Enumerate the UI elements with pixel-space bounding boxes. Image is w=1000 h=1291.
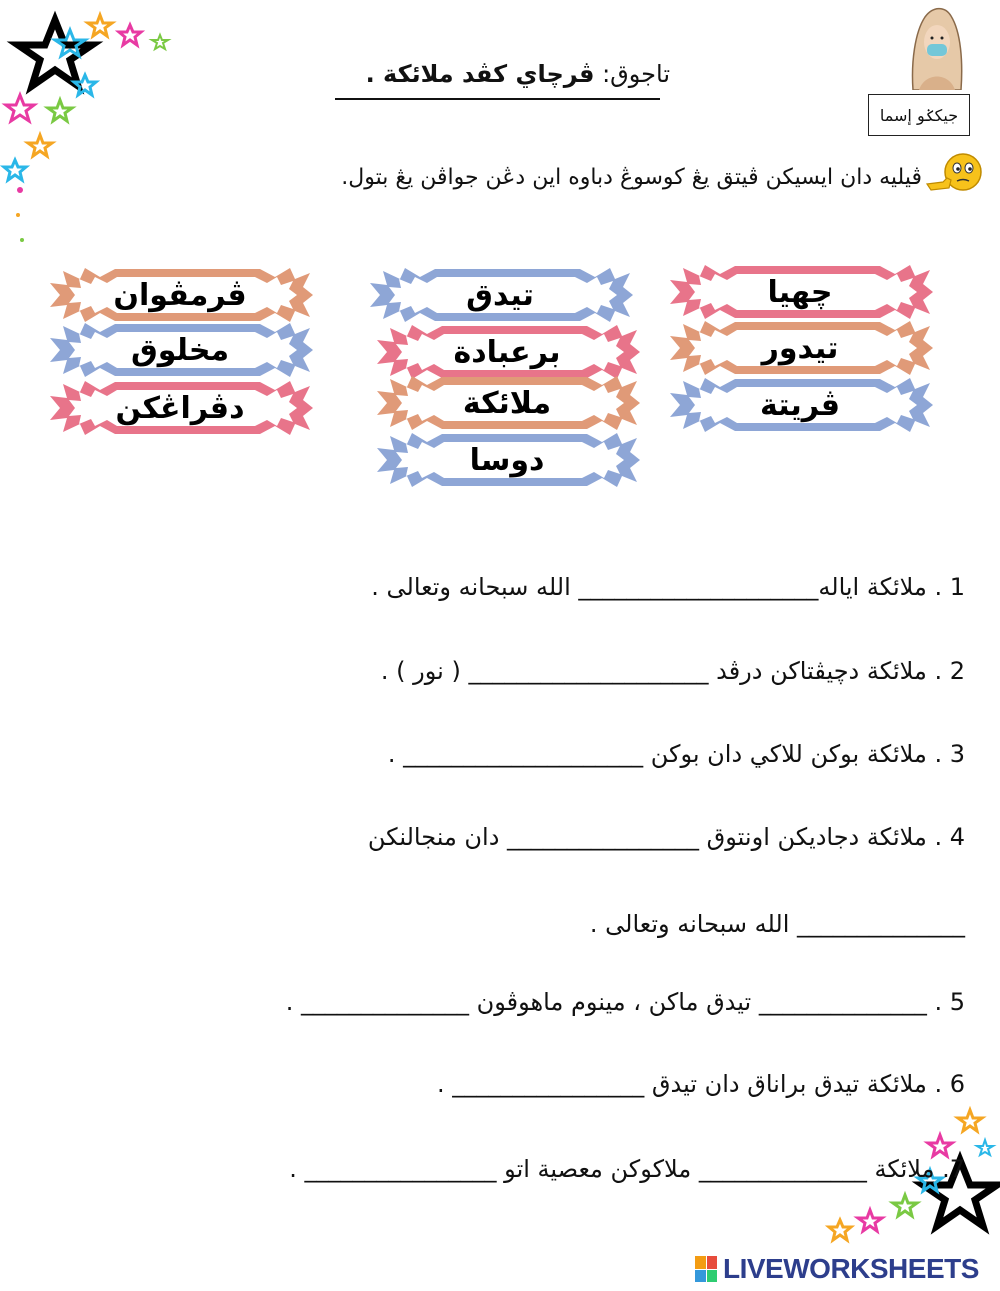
word-card bbox=[665, 318, 935, 378]
word-bank-word: دڤراڠكن bbox=[115, 390, 245, 426]
question-6: 6 . ملائكة تيدق براناق دان تيدق ________________ . bbox=[436, 1070, 965, 1098]
liveworksheets-logo-icon bbox=[695, 1256, 717, 1282]
word-card bbox=[372, 430, 642, 490]
word-bank-word: مخلوق bbox=[130, 332, 230, 368]
word-bank-word: دوسا bbox=[469, 442, 545, 478]
word-bank-word: برعبادة bbox=[453, 334, 561, 370]
brand-logo bbox=[695, 1254, 995, 1284]
title-prefix: تاجوق: bbox=[602, 60, 670, 88]
teacher-avatar-icon bbox=[905, 2, 967, 90]
word-card bbox=[372, 373, 642, 433]
question-5: 5 . ______________ تيدق ماكن ، مينوم ماهوڤون ______________ . bbox=[285, 988, 965, 1016]
teacher-label: جيكݢو إسما bbox=[868, 94, 970, 136]
word-bank-word: ملائكة bbox=[462, 385, 552, 421]
question-4-continued: ______________ الله سبحانه وتعالى . bbox=[589, 910, 965, 938]
page-title bbox=[330, 60, 670, 88]
thinking-emoji-icon bbox=[925, 150, 985, 200]
word-card bbox=[45, 265, 315, 325]
question-1: 1 . ملائكة اياله____________________ الله سبحانه وتعالى . bbox=[371, 573, 965, 601]
title-underline bbox=[335, 98, 660, 100]
word-card bbox=[665, 375, 935, 435]
word-bank-word: ڤرمڤوان bbox=[113, 277, 247, 313]
word-card bbox=[45, 320, 315, 380]
title-main: ڤرچاي كڤد ملائكة . bbox=[365, 60, 595, 88]
question-2: 2 . ملائكة دچيڤتاكن درڤد ____________________ ( نور ) . bbox=[380, 657, 965, 685]
word-bank-word: ڤريتة bbox=[760, 387, 841, 423]
word-bank-word: چهيا bbox=[767, 274, 833, 310]
question-3: 3 . ملائكة بوكن للاكي دان بوكن ____________________ . bbox=[387, 740, 965, 768]
word-card bbox=[665, 262, 935, 322]
word-bank-word: تيدور bbox=[761, 330, 839, 366]
question-7: 7. ملائكة ______________ ملاكوكن معصية اتو ________________ . bbox=[289, 1155, 965, 1183]
word-bank-word: تيدق bbox=[466, 277, 534, 313]
brand-name: LIVEWORKSHEETS bbox=[723, 1253, 979, 1284]
star-decoration-icon bbox=[0, 0, 190, 250]
word-card bbox=[45, 378, 315, 438]
instruction-text: ڤيليه دان ايسيكن ڤيتق يڠ كوسوڠ دباوه اين دڠن جواڤن يڠ بتول. bbox=[341, 165, 922, 190]
question-4: 4 . ملائكة دجاديكن اونتوق ________________ دان منجالنكن bbox=[367, 823, 965, 851]
word-card bbox=[365, 265, 635, 325]
